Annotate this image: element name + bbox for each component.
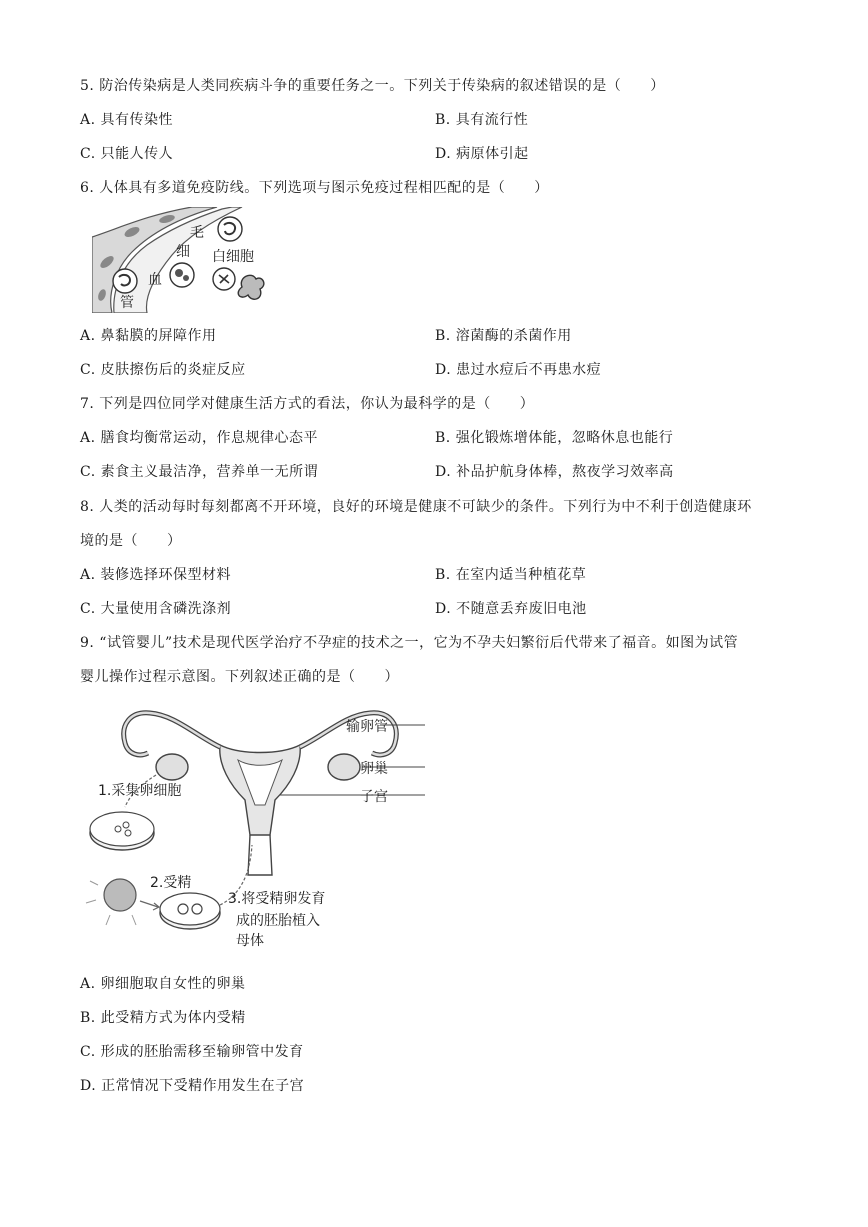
label-oviduct: 输卵管 — [346, 719, 388, 735]
q9-stem-line2: 婴儿操作过程示意图。下列叙述正确的是（ ） — [80, 669, 399, 685]
q9-option-b: B. 此受精方式为体内受精 — [80, 1010, 246, 1026]
bacteria-icon — [238, 275, 264, 299]
white-cell-icon — [218, 217, 242, 241]
q5-option-d: D. 病原体引起 — [435, 146, 529, 162]
label-white-cell: 白细胞 — [212, 249, 254, 265]
q8-option-a: A. 装修选择环保型材料 — [80, 567, 232, 583]
immune-figure — [92, 207, 267, 313]
q7-option-a: A. 膳食均衡常运动，作息规律心态平 — [80, 430, 319, 446]
q5-option-a: A. 具有传染性 — [80, 112, 174, 128]
left-ovary-icon — [156, 754, 188, 780]
q6-option-d: D. 患过水痘后不再患水痘 — [435, 362, 602, 378]
label-step3a: 3.将受精卵发育 — [228, 891, 326, 907]
fertilized-egg-icon — [104, 879, 136, 911]
label-xi: 细 — [176, 244, 190, 260]
label-xue: 血 — [148, 272, 162, 288]
right-ovary-icon — [328, 754, 360, 780]
q8-option-b: B. 在室内适当种植花草 — [435, 567, 587, 583]
q6-option-a: A. 鼻黏膜的屏障作用 — [80, 328, 217, 344]
q7-option-b: B. 强化锻炼增体能，忽略休息也能行 — [435, 430, 674, 446]
label-step3c: 母体 — [236, 933, 264, 949]
label-uterus: 子宫 — [360, 789, 388, 805]
q8-option-d: D. 不随意丢弃废旧电池 — [435, 601, 587, 617]
q8-option-c: C. 大量使用含磷洗涤剂 — [80, 601, 232, 617]
label-mao: 毛 — [190, 225, 204, 241]
q8-stem-line1: 8. 人类的活动每时每刻都离不开环境，良好的环境是健康不可缺少的条件。下列行为中不利于创造健康环 — [80, 499, 752, 515]
q7-option-c: C. 素食主义最洁净，营养单一无所谓 — [80, 464, 319, 480]
q7-stem: 7. 下列是四位同学对健康生活方式的看法，你认为最科学的是（ ） — [80, 396, 535, 412]
q6-option-c: C. 皮肤擦伤后的炎症反应 — [80, 362, 246, 378]
q5-option-c: C. 只能人传人 — [80, 146, 174, 162]
label-step2: 2.受精 — [150, 875, 192, 891]
ivf-figure — [80, 705, 430, 950]
q8-stem-line2: 境的是（ ） — [80, 533, 182, 549]
q6-option-b: B. 溶菌酶的杀菌作用 — [435, 328, 572, 344]
q5-stem: 5. 防治传染病是人类同疾病斗争的重要任务之一。下列关于传染病的叙述错误的是（ ） — [80, 78, 665, 94]
label-guan: 管 — [120, 295, 134, 311]
white-cell-in-vessel-icon — [113, 269, 137, 293]
q9-option-d: D. 正常情况下受精作用发生在子宫 — [80, 1078, 305, 1094]
q5-option-b: B. 具有流行性 — [435, 112, 529, 128]
q9-stem-line1: 9. “试管婴儿”技术是现代医学治疗不孕症的技术之一，它为不孕夫妇繁衍后代带来了福音。如图为试管 — [80, 635, 739, 651]
q7-option-d: D. 补品护航身体棒，熬夜学习效率高 — [435, 464, 674, 480]
label-ovary: 卵巢 — [360, 761, 388, 777]
q9-option-c: C. 形成的胚胎需移至输卵管中发育 — [80, 1044, 304, 1060]
q6-stem: 6. 人体具有多道免疫防线。下列选项与图示免疫过程相匹配的是（ ） — [80, 180, 549, 196]
label-step1: 1.采集卵细胞 — [98, 783, 182, 799]
label-step3b: 成的胚胎植入 — [236, 913, 320, 929]
q9-option-a: A. 卵细胞取自女性的卵巢 — [80, 976, 246, 992]
